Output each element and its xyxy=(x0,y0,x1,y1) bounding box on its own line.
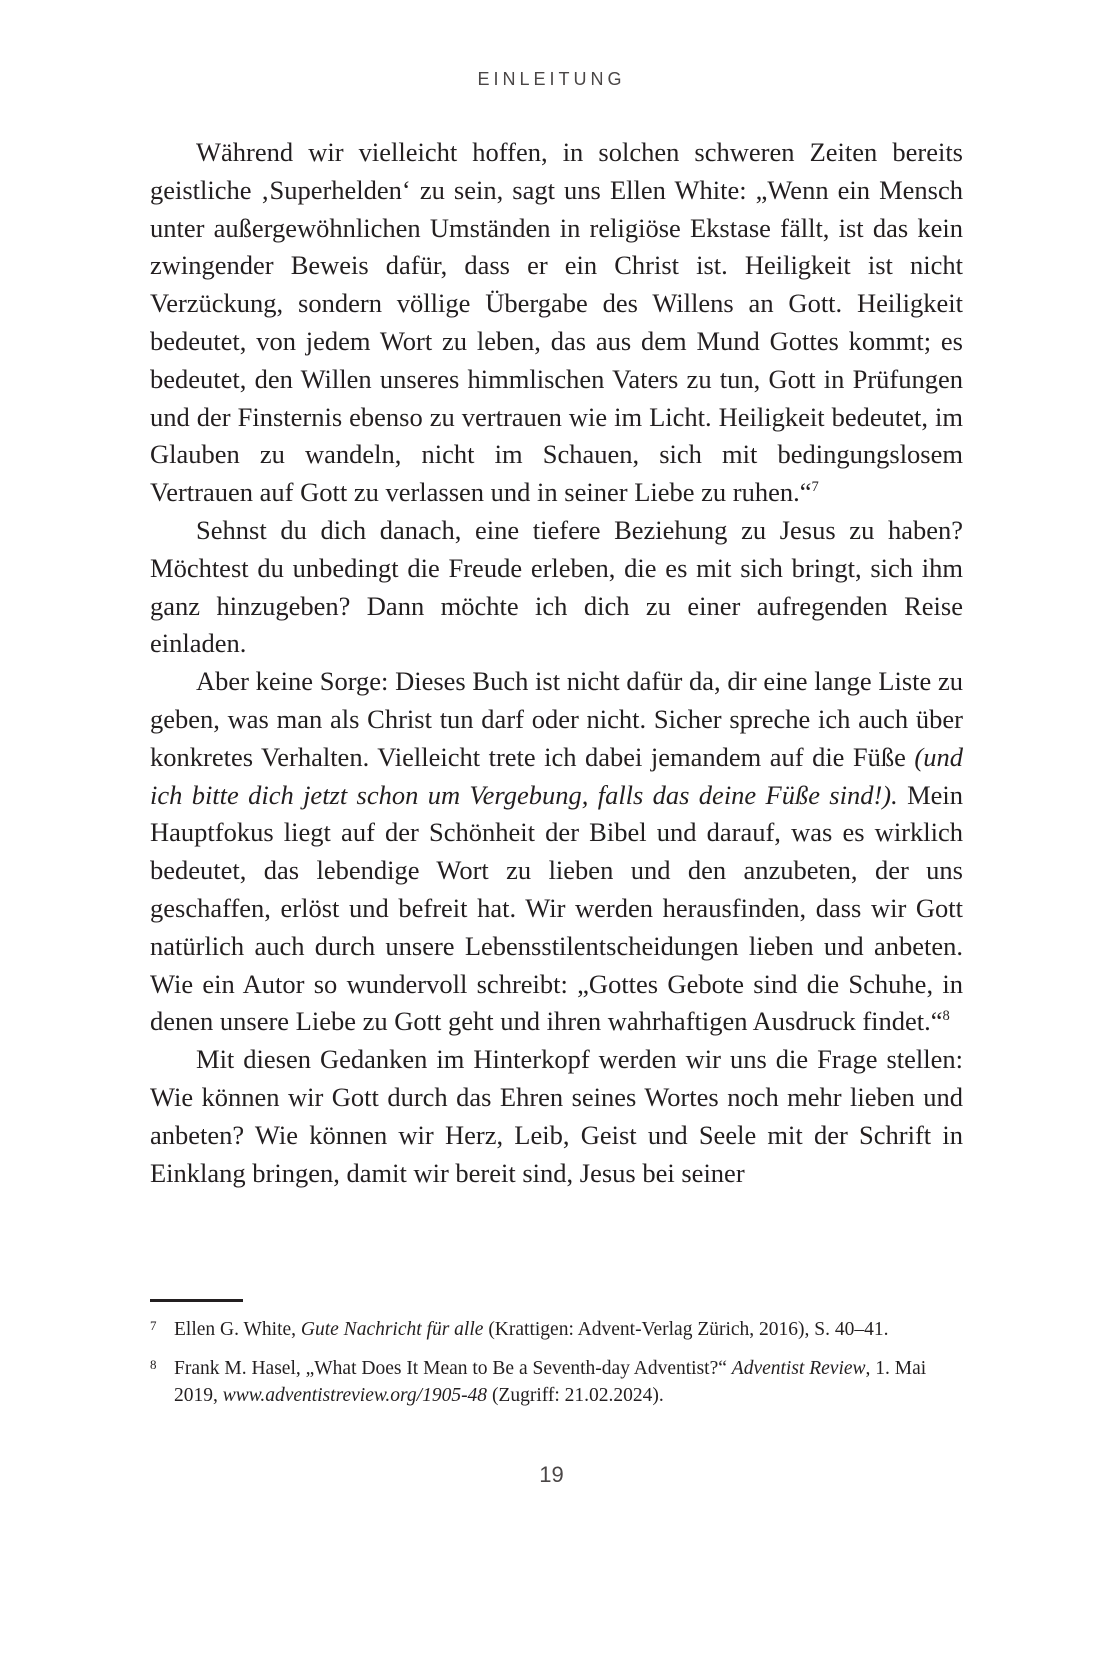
footnote-ref-8[interactable]: 8 xyxy=(942,1008,950,1025)
footnote-url-link[interactable]: www.adventistreview.org/1905-48 xyxy=(222,1385,488,1406)
paragraph-3 xyxy=(150,663,963,1041)
footnote-mark: 7 xyxy=(150,1318,157,1333)
paragraph-1-text: Während wir vielleicht hoffen, in solchen schweren Zeiten bereits geistliche ‚Superhelden‘ zu sein, sagt uns Ellen White: „Wenn ein Mensch unter außergewöhnlichen Umständen in religiöse Ekstase fällt, ist das kein zwingender Beweis dafür, dass er ein Christ ist. Heiligkeit ist nicht Verzückung, sondern völlige Übergabe des Willens an Gott. Heiligkeit bedeutet, von jedem Wort zu leben, das aus dem Mund Gottes kommt; es bedeutet, den Willen unseres himmlischen Vaters zu tun, Gott in Prüfungen und der Finsternis ebenso zu vertrauen wie im Licht. Heiligkeit bedeutet, im Glauben zu wandeln, nicht im Schauen, sich mit bedingungslosem Vertrauen auf Gott zu verlassen und in seiner Liebe zu ruhen.“ xyxy=(150,137,963,508)
footnote-ref-7[interactable]: 7 xyxy=(811,478,819,495)
paragraph-3-italic: (und ich bitte dich jetzt schon um Vergebung, falls das deine Füße sind!). xyxy=(150,741,963,810)
paragraph-3-text-a: Aber keine Sorge: Dieses Buch ist nicht dafür da, dir eine lange Liste zu geben, was man als Christ tun darf oder nicht. Sicher spreche ich auch über konkretes Verhalten. Vielleicht trete ich dabei jemandem auf die Füße xyxy=(150,666,963,772)
footnote-middle: , 1. Mai 2019, xyxy=(174,1358,927,1406)
footnote-divider xyxy=(150,1299,243,1302)
paragraph-4: Mit diesen Gedanken im Hinterkopf werden wir uns die Frage stellen: Wie können wir Gott durch das Ehren seines Wortes noch mehr lieben und anbeten? Wie können wir Herz, Leib, Geist und Seele mit der Schrift in Einklang bringen, damit wir bereit sind, Jesus bei seiner xyxy=(150,1044,963,1188)
footnote-title: Gute Nachricht für alle xyxy=(300,1319,484,1340)
body-text xyxy=(150,134,963,1192)
footnote-author: Frank M. Hasel, „What Does It Mean to Be a Seventh-day Adventist?“ xyxy=(174,1358,732,1379)
paragraph-1 xyxy=(150,134,963,512)
footnotes xyxy=(150,1316,963,1421)
footnote-7 xyxy=(150,1316,963,1343)
footnote-8 xyxy=(150,1355,963,1409)
running-head: EINLEITUNG xyxy=(477,69,626,89)
footnote-author: Ellen G. White, xyxy=(174,1319,301,1340)
footnote-rest: (Krattigen: Advent-Verlag Zürich, 2016), S. 40–41. xyxy=(483,1319,889,1340)
footnote-mark: 8 xyxy=(150,1357,157,1372)
footnote-rest: (Zugriff: 21.02.2024). xyxy=(487,1385,664,1406)
footnote-title: Adventist Review xyxy=(731,1358,866,1379)
page-number: 19 xyxy=(539,1462,564,1487)
paragraph-3-text-b: Mein Hauptfokus liegt auf der Schönheit der Bibel und darauf, was es wirklich bedeutet, das lebendige Wort zu lieben und den anzubeten, der uns geschaffen, erlöst und befreit hat. Wir werden herausfinden, dass wir Gott natürlich auch durch unsere Lebensstilentscheidungen lieben und anbeten. Wie ein Autor so wundervoll schreibt: „Gottes Gebote sind die Schuhe, in denen unsere Liebe zu Gott geht und ihren wahrhaftigen Ausdruck findet.“ xyxy=(150,779,964,1037)
paragraph-2: Sehnst du dich danach, eine tiefere Beziehung zu Jesus zu haben? Möchtest du unbedingt die Freude erleben, die es mit sich bringt, sich ihm ganz hinzugeben? Dann möchte ich dich zu einer aufregenden Reise einladen. xyxy=(150,514,963,659)
